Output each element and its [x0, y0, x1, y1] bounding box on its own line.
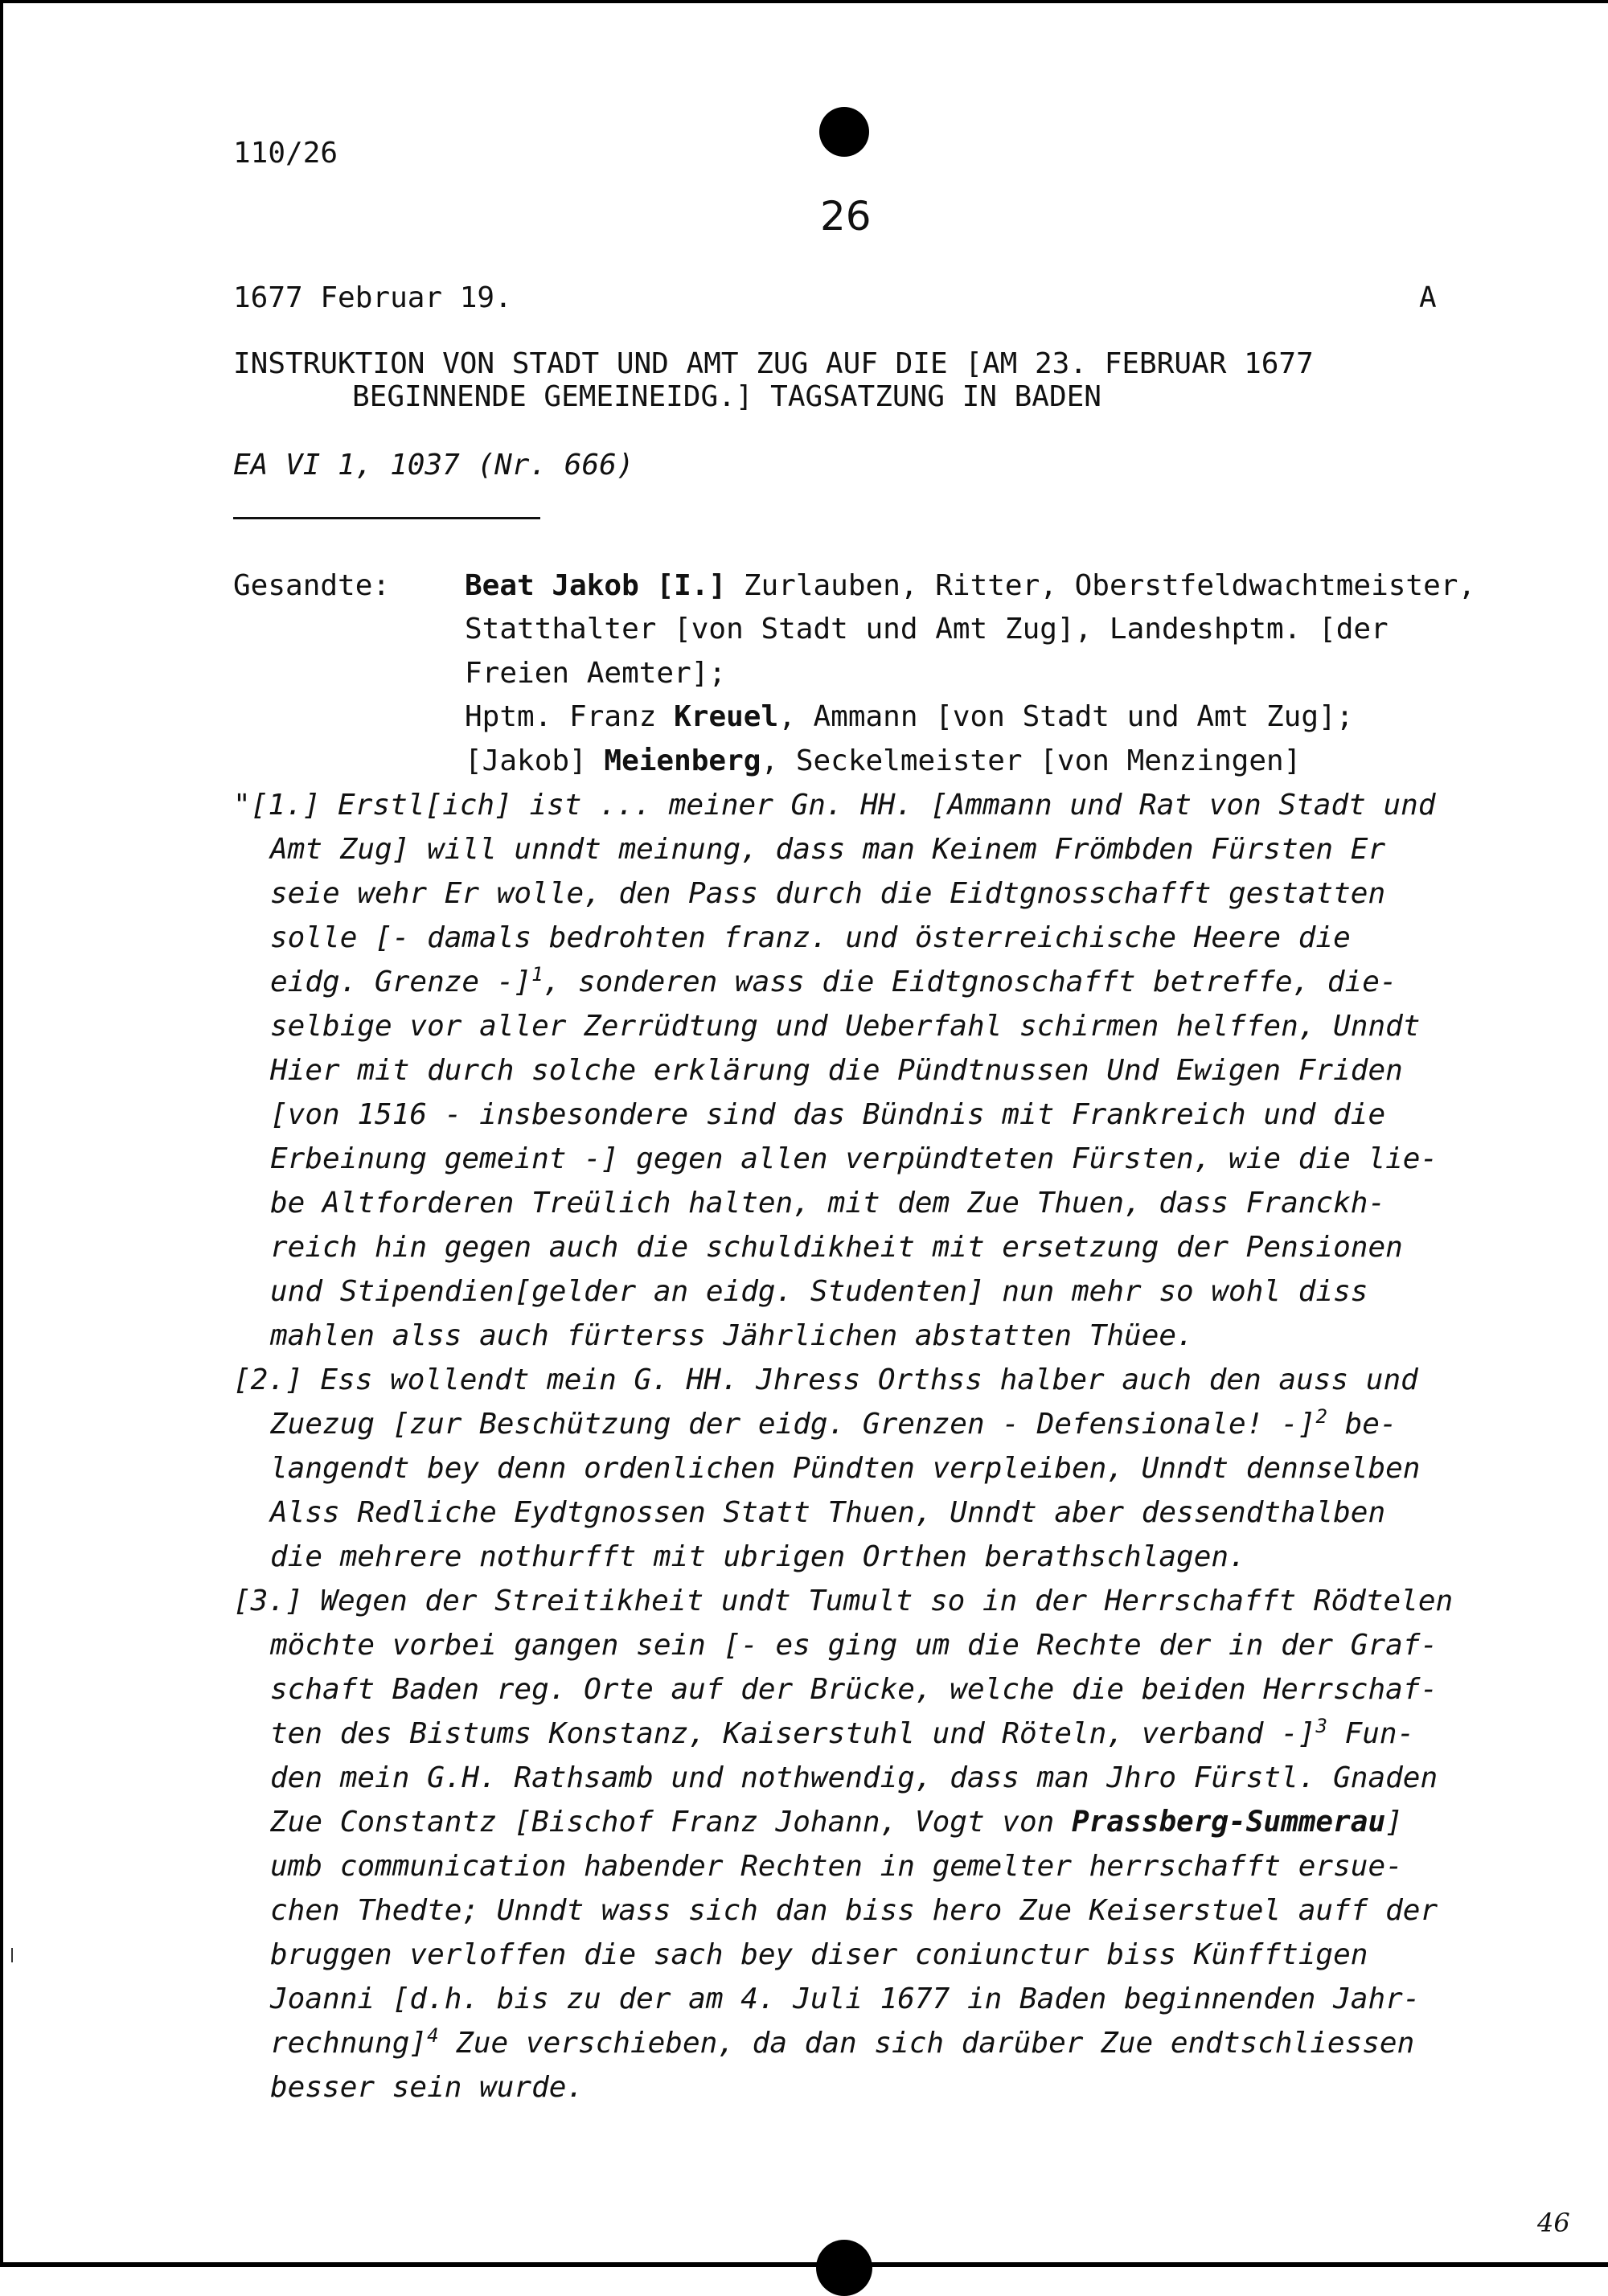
envoy-line-5 [465, 744, 1301, 777]
envoy-text: Zurlauben, Ritter, Oberstfeldwachtmeister, [726, 569, 1476, 602]
footnote-marker: 3 [1315, 1715, 1327, 1737]
paragraph-2-line [270, 1405, 1397, 1441]
paragraph-1-line: reich hin gegen auch die schuldikheit mit ersetzung der Pensionen [270, 1231, 1403, 1264]
paragraph-3-line: den mein G.H. Rathsamb und nothwendig, dass man Jhro Fürstl. Gnaden [270, 1761, 1438, 1794]
paragraph-3-line: chen Thedte; Unndt wass sich dan biss hero Zue Keiserstuel auff der [270, 1894, 1438, 1927]
envoy-line-4 [465, 700, 1353, 733]
paragraph-1-line: Amt Zug] will unndt meinung, dass man Keinem Frömbden Fürsten Er [270, 833, 1386, 866]
paragraph-text: rechnung] [270, 2027, 428, 2060]
bold-name: Prassberg-Summerau [1072, 1806, 1386, 1839]
envoy-text: Hptm. Franz [465, 700, 675, 733]
paragraph-1-line: mahlen alss auch fürterss Jährlichen abstatten Thüee. [270, 1319, 1194, 1352]
paragraph-3-line: möchte vorbei gangen sein [- es ging um die Rechte der in der Graf- [270, 1629, 1438, 1662]
envoys-label: Gesandte: [233, 569, 391, 602]
envoy-line-3: Freien Aemter]; [465, 657, 727, 690]
scan-edge-top [0, 0, 1608, 3]
document-title-line-2: BEGINNENDE GEMEINEIDG.] TAGSATZUNG IN BADEN [352, 380, 1101, 413]
envoy-text: [Jakob] [465, 744, 605, 777]
paragraph-3-line [270, 2024, 1415, 2060]
paragraph-3-line: schaft Baden reg. Orte auf der Brücke, welche die beiden Herrschaf- [270, 1673, 1438, 1706]
page-number: 26 [820, 193, 872, 240]
paragraph-1-line: "[1.] Erstl[ich] ist ... meiner Gn. HH. [Ammann und Rat von Stadt und [233, 789, 1436, 822]
paragraph-text: Zue Constantz [Bischof Franz Johann, Vogt von [270, 1806, 1072, 1839]
paragraph-3-line: besser sein wurde. [270, 2071, 585, 2104]
paragraph-2-line: die mehrere nothurfft mit ubrigen Orthen berathschlagen. [270, 1540, 1246, 1573]
handwritten-note: 46 [1537, 2208, 1570, 2238]
paragraph-text: Fun- [1327, 1717, 1415, 1750]
margin-mark [11, 1948, 13, 1962]
paragraph-1-line: selbige vor aller Zerrüdtung und Ueberfahl schirmen helffen, Unndt [270, 1010, 1421, 1043]
punch-hole-bottom [816, 2240, 872, 2296]
separator-rule [233, 517, 540, 519]
paragraph-3-line [270, 1806, 1403, 1839]
paragraph-text: ten des Bistums Konstanz, Kaiserstuhl und Röteln, verband -] [270, 1717, 1316, 1750]
envoy-name: Meienberg [604, 744, 761, 777]
section-letter: A [1419, 281, 1437, 314]
envoy-name: Beat Jakob [465, 569, 639, 602]
paragraph-2-line: langendt bey denn ordenlichen Pündten verpleiben, Unndt dennselben [270, 1452, 1421, 1485]
envoy-line-1 [465, 569, 1475, 602]
envoy-text: , Ammann [von Stadt und Amt Zug]; [778, 700, 1354, 733]
paragraph-text: eidg. Grenze -] [270, 966, 532, 998]
paragraph-1-line: be Altforderen Treülich halten, mit dem Zue Thuen, dass Franckh- [270, 1187, 1386, 1220]
paragraph-text: Zue verschieben, da dan sich darüber Zue endtschliessen [438, 2027, 1415, 2060]
scan-edge-bottom [0, 2262, 1608, 2267]
source-citation: EA VI 1, 1037 (Nr. 666) [233, 449, 634, 482]
paragraph-1-line [270, 963, 1397, 998]
paragraph-1-line: Hier mit durch solche erklärung die Pündtnussen Und Ewigen Friden [270, 1054, 1403, 1087]
envoy-ordinal: [I.] [656, 569, 727, 602]
paragraph-3-line [270, 1717, 1414, 1750]
envoy-space [639, 569, 657, 602]
envoy-name: Kreuel [674, 700, 779, 733]
paragraph-text: , sonderen wass die Eidtgnoschafft betreffe, die- [543, 966, 1397, 998]
paragraph-1-line: solle [- damals bedrohten franz. und österreichische Heere die [270, 921, 1351, 954]
archive-reference: 110/26 [233, 137, 338, 170]
punch-hole-top [819, 107, 869, 157]
paragraph-3-line: [3.] Wegen der Streitikheit undt Tumult so in der Herrschafft Rödtelen [233, 1585, 1454, 1617]
paragraph-1-line: und Stipendien[gelder an eidg. Studenten] nun mehr so wohl diss [270, 1275, 1368, 1308]
paragraph-text: Zuezug [zur Beschützung der eidg. Grenzen - Defensionale! -] [270, 1408, 1316, 1441]
paragraph-3-line: Joanni [d.h. bis zu der am 4. Juli 1677 in Baden beginnenden Jahr- [270, 1982, 1421, 2015]
paragraph-1-line: Erbeinung gemeint -] gegen allen verpündteten Fürsten, wie die lie- [270, 1142, 1438, 1175]
document-title-line-1: INSTRUKTION VON STADT UND AMT ZUG AUF DIE [AM 23. FEBRUAR 1677 [233, 347, 1314, 380]
paragraph-3-line: umb communication habender Rechten in gemelter herrschafft ersue- [270, 1850, 1403, 1883]
paragraph-3-line: bruggen verloffen die sach bey diser coniunctur biss Künfftigen [270, 1938, 1368, 1971]
paragraph-text: ] [1385, 1806, 1403, 1839]
footnote-marker: 1 [531, 963, 544, 986]
footnote-marker: 2 [1315, 1405, 1327, 1428]
envoy-text: , Seckelmeister [von Menzingen] [761, 744, 1302, 777]
document-date: 1677 Februar 19. [233, 281, 512, 314]
envoy-line-2: Statthalter [von Stadt und Amt Zug], Landeshptm. [der [465, 613, 1389, 646]
scan-edge-left [0, 0, 3, 2267]
footnote-marker: 4 [427, 2024, 439, 2047]
paragraph-2-line: Alss Redliche Eydtgnossen Statt Thuen, Unndt aber dessendthalben [270, 1496, 1386, 1529]
paragraph-text: be- [1327, 1408, 1397, 1441]
paragraph-1-line: seie wehr Er wolle, den Pass durch die Eidtgnosschafft gestatten [270, 877, 1386, 910]
paragraph-2-line: [2.] Ess wollendt mein G. HH. Jhress Orthss halber auch den auss und [233, 1363, 1418, 1396]
paragraph-1-line: [von 1516 - insbesondere sind das Bündnis mit Frankreich und die [270, 1098, 1386, 1131]
